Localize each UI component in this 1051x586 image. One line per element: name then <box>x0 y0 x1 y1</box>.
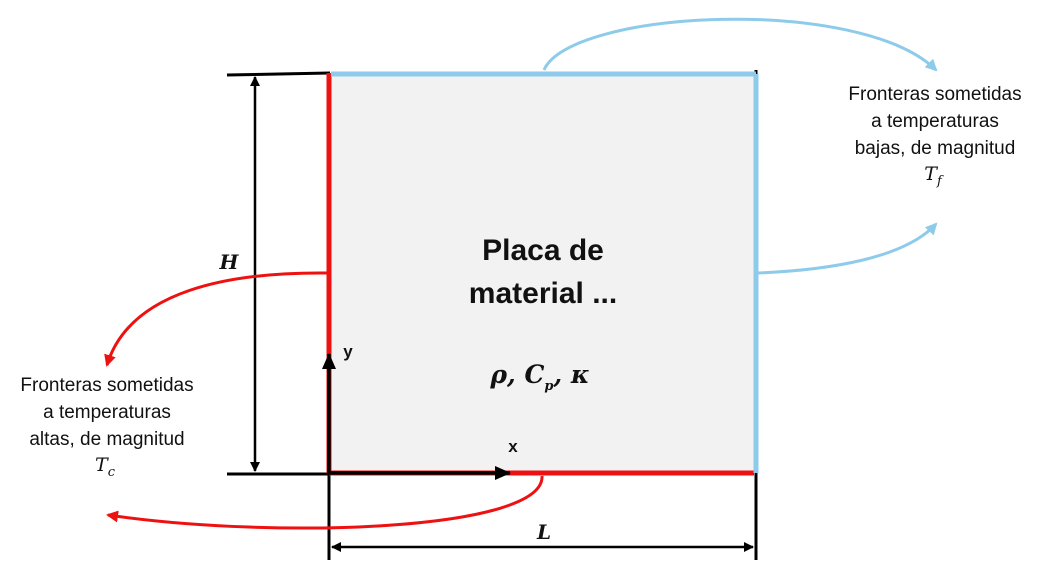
hot-note-line2: a temperaturas <box>43 402 171 423</box>
height-label: H <box>219 250 239 274</box>
cold-right-callout-arrow <box>758 224 936 273</box>
plate-title-line2: material ... <box>468 277 618 310</box>
plate-properties: ρ, $C_p$, κ <box>490 360 590 394</box>
material-plate <box>330 73 755 473</box>
cold-boundary-note <box>848 84 1021 189</box>
hot-left-callout-arrow <box>107 273 327 365</box>
cold-note-line3: bajas, de magnitud <box>854 138 1016 159</box>
hot-boundary-note <box>20 375 193 480</box>
hot-bottom-callout-arrow <box>108 476 542 528</box>
top-extension-line <box>227 73 330 75</box>
cold-note-line1: Fronteras sometidas <box>848 84 1022 105</box>
length-label: L <box>536 520 552 544</box>
cold-note-line2: a temperaturas <box>871 111 999 132</box>
cold-temperature-symbol: $T_f$ <box>924 163 942 189</box>
hot-note-line1: Fronteras sometidas <box>20 375 194 396</box>
hot-note-line3: altas, de magnitud <box>29 429 185 450</box>
x-axis-label: x <box>508 437 518 456</box>
hot-temperature-symbol: $T_c$ <box>95 454 115 480</box>
y-axis-label: y <box>343 342 353 361</box>
cold-top-callout-arrow <box>544 19 936 70</box>
plate-title-line1: Placa de <box>482 234 604 267</box>
